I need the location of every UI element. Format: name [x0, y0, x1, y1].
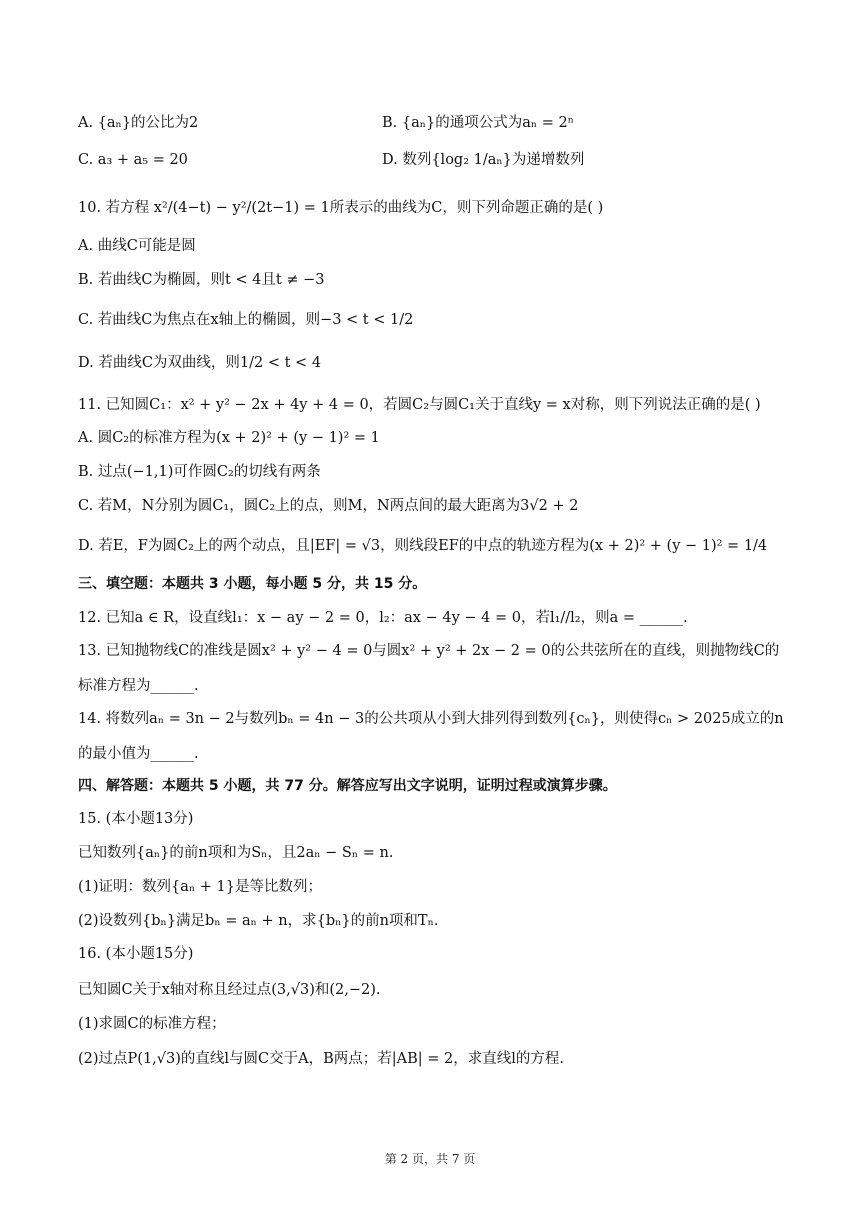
q9-option-b: B. {aₙ}的通项公式为aₙ = 2ⁿ	[382, 115, 575, 131]
q9-option-c: C. a₃ + a₅ = 20	[78, 152, 188, 168]
q16-part-2: (2)过点P(1,√3)的直线l与圆C交于A，B两点；若|AB| = 2，求直线l的方程.	[78, 1051, 565, 1067]
q10-stem: 10. 若方程 x²/(4−t) − y²/(2t−1) = 1所表示的曲线为C，则下列命题正确的是( )	[78, 200, 604, 216]
q15-part-2: (2)设数列{bₙ}满足bₙ = aₙ + n，求{bₙ}的前n项和Tₙ.	[78, 913, 439, 929]
q15-part-1: (1)证明：数列{aₙ + 1}是等比数列；	[78, 879, 322, 895]
q15-stem: 已知数列{aₙ}的前n项和为Sₙ，且2aₙ − Sₙ = n.	[78, 845, 394, 861]
q16-title: 16. (本小题15分)	[78, 946, 194, 962]
page-footer: 第 2 页，共 7 页	[384, 1152, 476, 1166]
q16-part-1: (1)求圆C的标准方程；	[78, 1016, 226, 1032]
q13-line-2: 标准方程为______.	[78, 678, 199, 694]
q9-option-a: A. {aₙ}的公比为2	[78, 115, 199, 131]
q11-stem: 11. 已知圆C₁：x² + y² − 2x + 4y + 4 = 0，若圆C₂与圆C₁关于直线y = x对称，则下列说法正确的是( )	[78, 397, 761, 413]
q11-option-c: C. 若M，N分别为圆C₁，圆C₂上的点，则M，N两点间的最大距离为3√2 + 2	[78, 498, 579, 514]
q14-line-2: 的最小值为______.	[78, 746, 199, 762]
q11-option-d: D. 若E，F为圆C₂上的两个动点，且|EF| = √3，则线段EF的中点的轨迹方程为(x + 2)² + (y − 1)² = 1/4	[78, 538, 768, 554]
q11-option-b: B. 过点(−1,1)可作圆C₂的切线有两条	[78, 464, 321, 480]
section-4-heading: 四、解答题：本题共 5 小题，共 77 分。解答应写出文字说明，证明过程或演算步骤。	[78, 778, 617, 794]
q14-line-1: 14. 将数列aₙ = 3n − 2与数列bₙ = 4n − 3的公共项从小到大排列得到数列{cₙ}，则使得cₙ > 2025成立的n	[78, 711, 784, 727]
q11-option-a: A. 圆C₂的标准方程为(x + 2)² + (y − 1)² = 1	[78, 430, 380, 446]
q10-option-d: D. 若曲线C为双曲线，则1/2 < t < 4	[78, 355, 322, 371]
q13-line-1: 13. 已知抛物线C的准线是圆x² + y² − 4 = 0与圆x² + y² + 2x − 2 = 0的公共弦所在的直线，则抛物线C的	[78, 643, 780, 659]
q16-stem: 已知圆C关于x轴对称且经过点(3,√3)和(2,−2).	[78, 982, 381, 998]
q10-option-c: C. 若曲线C为焦点在x轴上的椭圆，则−3 < t < 1/2	[78, 312, 414, 328]
section-3-heading: 三、填空题：本题共 3 小题，每小题 5 分，共 15 分。	[78, 576, 427, 592]
q15-title: 15. (本小题13分)	[78, 811, 194, 827]
q10-option-b: B. 若曲线C为椭圆，则t < 4且t ≠ −3	[78, 272, 325, 288]
q12: 12. 已知a ∈ R，设直线l₁：x − ay − 2 = 0，l₂：ax − 4y − 4 = 0，若l₁//l₂，则a = ______.	[78, 610, 688, 626]
q10-option-a: A. 曲线C可能是圆	[78, 238, 196, 254]
q9-option-d: D. 数列{log₂ 1/aₙ}为递增数列	[382, 152, 585, 168]
